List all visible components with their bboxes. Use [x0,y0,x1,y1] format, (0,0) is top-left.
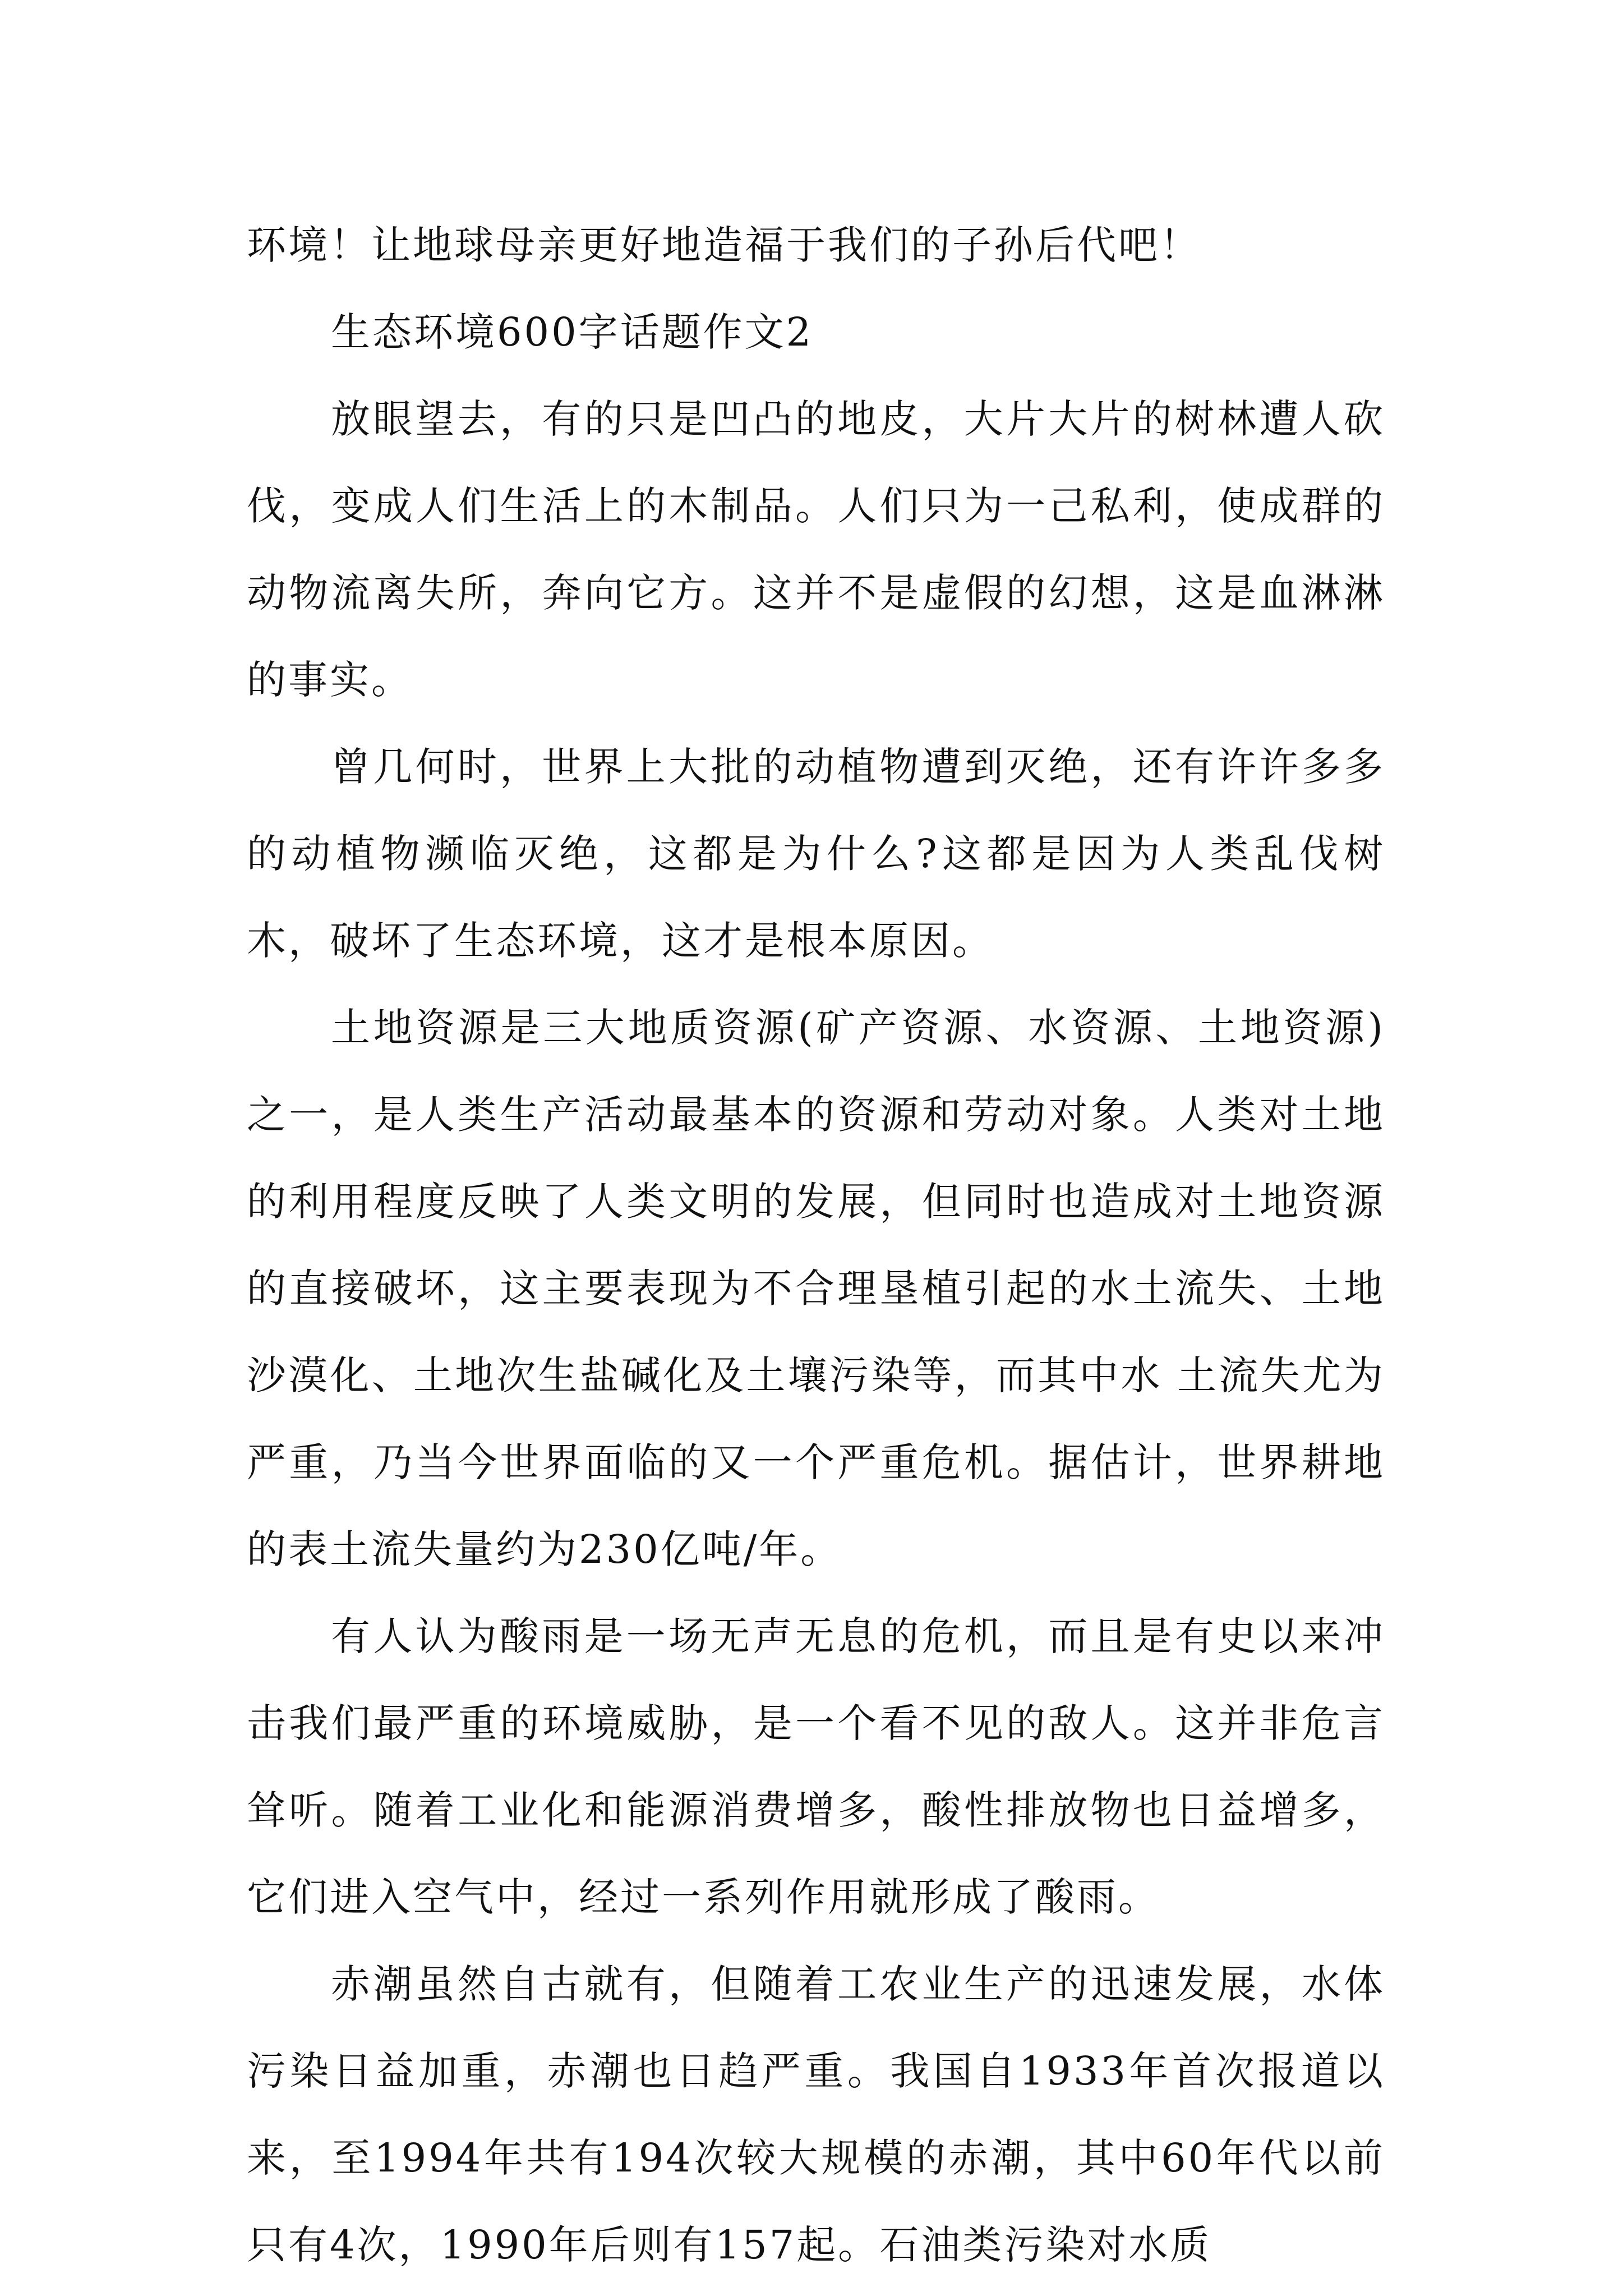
document-body [247,202,1385,2289]
paragraph-acid-rain: 有人认为酸雨是一场无声无息的危机，而且是有史以来冲击我们最严重的环境威胁，是一个看不见的敌人。这并非危言耸听。随着工业化和能源消费增多，酸性排放物也日益增多，它们进入空气中，经过一系列作用就形成了酸雨。 [247,1613,1385,1920]
paragraph-deforestation: 放眼望去，有的只是凹凸的地皮，大片大片的树林遭人砍伐，变成人们生活上的木制品。人们只为一己私利，使成群的动物流离失所，奔向它方。这并不是虚假的幻想，这是血淋淋的事实。 [247,396,1385,703]
paragraph-continuation: 环境！让地球母亲更好地造福于我们的子孙后代吧！ [247,222,1201,268]
paragraph-red-tide: 赤潮虽然自古就有，但随着工农业生产的迅速发展，水体污染日益加重，赤潮也日趋严重。我国自1933年首次报道以来，至1994年共有194次较大规模的赤潮，其中60年代以前只有4次，1990年后则有157起。石油类污染对水质 [247,1961,1385,2268]
paragraph-extinction: 曾几何时，世界上大批的动植物遭到灭绝，还有许许多多的动植物濒临灭绝，这都是为什么?这都是因为人类乱伐树木，破坏了生态环境，这才是根本原因。 [247,744,1385,964]
essay-heading: 生态环境600字话题作文2 [331,309,814,355]
paragraph-land-resources: 土地资源是三大地质资源(矿产资源、水资源、土地资源)之一，是人类生产活动最基本的资源和劳动对象。人类对土地的利用程度反映了人类文明的发展，但同时也造成对土地资源的直接破坏，这主要表现为不合理垦植引起的水土流失、土地沙漠化、土地次生盐碱化及土壤污染等，而其中水 土流失尤为严重，乃当今世界面临的又一个严重危机。据估计，世界耕地的表土流失量约为230亿吨/年。 [247,1005,1385,1572]
